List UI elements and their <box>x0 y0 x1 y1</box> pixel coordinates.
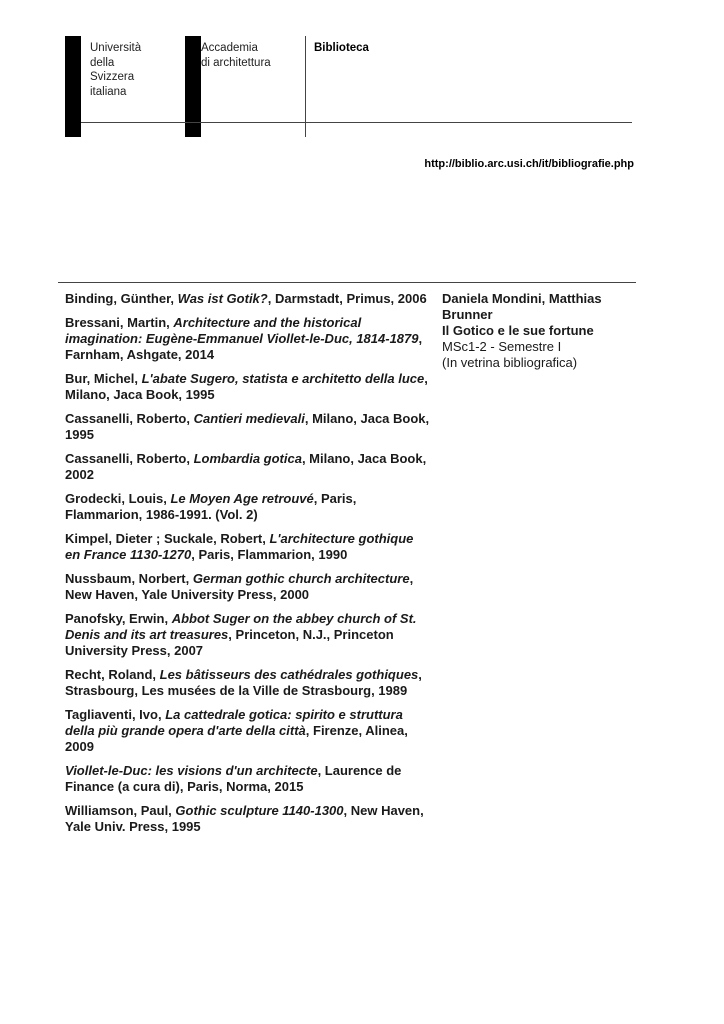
bibliography-entry: Cassanelli, Roberto, Lombardia gotica, Milano, Jaca Book, 2002 <box>65 451 427 482</box>
course-teachers: Daniela Mondini, Matthias Brunner <box>442 291 602 322</box>
header-rule <box>81 122 632 123</box>
content-rule <box>58 282 636 283</box>
bibliography-entry: Bur, Michel, L'abate Sugero, statista e architetto della luce, Milano, Jaca Book, 1995 <box>65 371 428 402</box>
source-url: http://biblio.arc.usi.ch/it/bibliografie.php <box>424 158 634 170</box>
academy-name: Accademia di architettura <box>201 42 271 69</box>
course-note: (In vetrina bibliografica) <box>442 355 578 370</box>
course-info <box>442 291 642 371</box>
bibliography-entry: Binding, Günther, Was ist Gotik?, Darmstadt, Primus, 2006 <box>65 291 427 306</box>
institution-name: Università della Svizzera italiana <box>90 42 142 98</box>
bibliography-entry: Williamson, Paul, Gothic sculpture 1140-1300, New Haven, Yale Univ. Press, 1995 <box>65 803 424 834</box>
bibliography-entry: Recht, Roland, Les bâtisseurs des cathédrales gothiques, Strasbourg, Les musées de la Ville de Strasbourg, 1989 <box>65 667 422 698</box>
usi-logo-bar <box>65 36 81 137</box>
bibliography-entry: Tagliaventi, Ivo, La cattedrale gotica: spirito e struttura della più grande opera d'arte della città, Firenze, Alinea, 2009 <box>65 707 408 754</box>
bibliography-entry: Bressani, Martin, Architecture and the historical imagination: Eugène-Emmanuel Viollet-le-Duc, 1814-1879, Farnham, Ashgate, 2014 <box>65 315 423 362</box>
bibliography-entry: Grodecki, Louis, Le Moyen Age retrouvé, Paris, Flammarion, 1986-1991. (Vol. 2) <box>65 491 357 522</box>
bibliography-list <box>65 291 431 843</box>
bibliography-entry: Kimpel, Dieter ; Suckale, Robert, L'architecture gothique en France 1130-1270, Paris, Flammarion, 1990 <box>65 531 414 562</box>
library-name: Biblioteca <box>314 42 369 54</box>
bibliography-entry: Panofsky, Erwin, Abbot Suger on the abbey church of St. Denis and its art treasures, Princeton, N.J., Princeton University Press, 2007 <box>65 611 417 658</box>
bibliography-entry: Viollet-le-Duc: les visions d'un architecte, Laurence de Finance (a cura di), Paris, Norma, 2015 <box>65 763 402 794</box>
bibliography-entry: Nussbaum, Norbert, German gothic church architecture, New Haven, Yale University Press, 2000 <box>65 571 414 602</box>
course-semester: MSc1-2 - Semestre I <box>442 339 562 354</box>
bibliography-entry: Cassanelli, Roberto, Cantieri medievali, Milano, Jaca Book, 1995 <box>65 411 430 442</box>
course-title: Il Gotico e le sue fortune <box>442 323 594 338</box>
